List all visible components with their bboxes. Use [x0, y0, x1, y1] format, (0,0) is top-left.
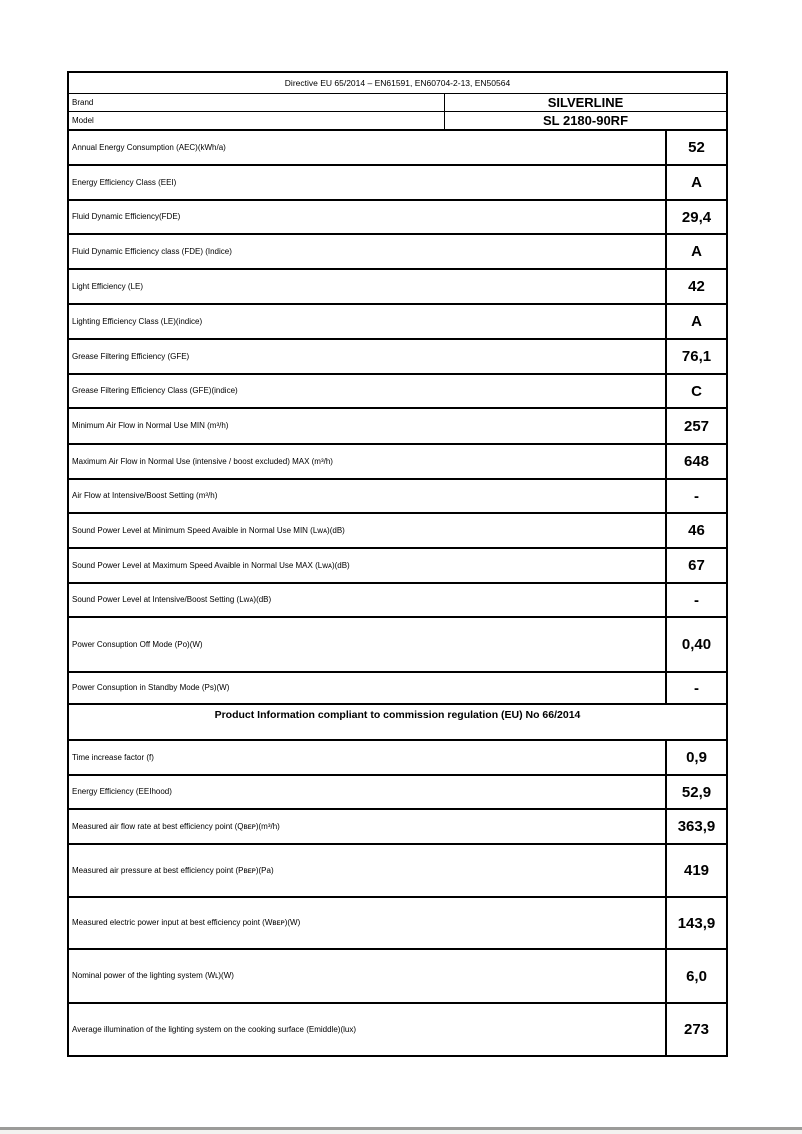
- spec-value: 143,9: [677, 914, 716, 932]
- spec-label: Power Consuption in Standby Mode (Ps)(W): [69, 673, 667, 703]
- spec-value: 67: [688, 557, 705, 574]
- page-bottom-margin: [0, 1130, 802, 1134]
- model-label: Model: [69, 112, 445, 129]
- spec-label: Nominal power of the lighting system (Wʟ)(W): [69, 950, 667, 1002]
- spec-label: Measured air flow rate at best efficiency point (Qʙᴇᴘ)(m³/h): [69, 810, 667, 843]
- spec-label: Fluid Dynamic Efficiency(FDE): [69, 201, 667, 233]
- spec-row: [69, 582, 726, 616]
- spec-row: [69, 739, 726, 774]
- spec-label: Sound Power Level at Intensive/Boost Setting (Lᴡᴀ)(dB): [69, 584, 667, 616]
- directive-header: Directive EU 65/2014 – EN61591, EN60704-2-13, EN50564: [69, 73, 726, 94]
- section-header: Product Information compliant to commission regulation (EU) No 66/2014: [69, 703, 726, 739]
- spec-label: Maximum Air Flow in Normal Use (intensive / boost excluded) MAX (m³/h): [69, 445, 667, 478]
- spec-value: -: [694, 591, 699, 609]
- spec-row: [69, 616, 726, 671]
- spec-value: C: [691, 382, 702, 400]
- spec-row: [69, 808, 726, 843]
- spec-value: 76,1: [681, 348, 712, 365]
- spec-value: 648: [683, 453, 710, 470]
- spec-value: 6,0: [686, 967, 707, 985]
- spec-label: Annual Energy Consumption (AEC)(kWh/a): [69, 131, 667, 164]
- spec-value: 0,40: [681, 636, 712, 653]
- spec-row: [69, 303, 726, 338]
- spec-value: A: [691, 243, 702, 260]
- spec-value: 0,9: [686, 749, 707, 766]
- spec-row: [69, 896, 726, 948]
- spec-label: Grease Filtering Efficiency (GFE): [69, 340, 667, 373]
- spec-label: Grease Filtering Efficiency Class (GFE)(indice): [69, 375, 667, 407]
- spec-label: Lighting Efficiency Class (LE)(indice): [69, 305, 667, 338]
- spec-label: Air Flow at Intensive/Boost Setting (m³/h): [69, 480, 667, 512]
- brand-value: SILVERLINE: [547, 95, 624, 110]
- spec-label: Minimum Air Flow in Normal Use MIN (m³/h): [69, 409, 667, 443]
- spec-row: [69, 233, 726, 268]
- spec-value: -: [694, 487, 699, 505]
- spec-label: Sound Power Level at Minimum Speed Avaible in Normal Use MIN (Lᴡᴀ)(dB): [69, 514, 667, 547]
- spec-label: Sound Power Level at Maximum Speed Avaible in Normal Use MAX (Lᴡᴀ)(dB): [69, 549, 667, 582]
- spec-label: Time increase factor (f): [69, 741, 667, 774]
- spec-row: [69, 268, 726, 303]
- spec-label: Energy Efficiency (EEIhood): [69, 776, 667, 808]
- spec-value: 29,4: [681, 208, 712, 226]
- spec-rows: [69, 129, 726, 1055]
- spec-row: [69, 478, 726, 512]
- spec-label: Measured air pressure at best efficiency point (Pʙᴇᴘ)(Pa): [69, 845, 667, 896]
- spec-value: 419: [683, 862, 710, 879]
- spec-label: Average illumination of the lighting system on the cooking surface (Emiddle)(lux): [69, 1004, 667, 1055]
- spec-row: [69, 1002, 726, 1055]
- spec-value: 257: [683, 417, 710, 435]
- spec-value: 273: [683, 1021, 710, 1038]
- spec-label: Measured electric power input at best efficiency point (Wʙᴇᴘ)(W): [69, 898, 667, 948]
- spec-row: [69, 843, 726, 896]
- spec-value: -: [694, 679, 699, 697]
- spec-label: Fluid Dynamic Efficiency class (FDE) (Indice): [69, 235, 667, 268]
- spec-row: [69, 547, 726, 582]
- spec-row: [69, 948, 726, 1002]
- spec-value: 52: [688, 139, 705, 156]
- spec-label: Energy Efficiency Class (EEI): [69, 166, 667, 199]
- brand-row: [69, 94, 726, 112]
- spec-row: [69, 443, 726, 478]
- spec-row: [69, 373, 726, 407]
- spec-value: 363,9: [677, 818, 716, 835]
- brand-label: Brand: [69, 94, 445, 111]
- spec-row: [69, 338, 726, 373]
- spec-label: Light Efficiency (LE): [69, 270, 667, 303]
- spec-value: A: [691, 174, 702, 191]
- spec-row: [69, 407, 726, 443]
- spec-row: [69, 774, 726, 808]
- spec-value: A: [691, 313, 702, 330]
- spec-row: [69, 199, 726, 233]
- spec-label: Power Consuption Off Mode (Po)(W): [69, 618, 667, 671]
- model-value: SL 2180-90RF: [542, 113, 629, 128]
- spec-row: [69, 164, 726, 199]
- product-fiche-table: [67, 71, 728, 1057]
- spec-value: 42: [688, 278, 705, 295]
- spec-row: [69, 512, 726, 547]
- model-row: [69, 112, 726, 129]
- spec-row: [69, 129, 726, 164]
- spec-value: 46: [688, 522, 705, 539]
- spec-value: 52,9: [681, 783, 712, 801]
- spec-row: [69, 671, 726, 703]
